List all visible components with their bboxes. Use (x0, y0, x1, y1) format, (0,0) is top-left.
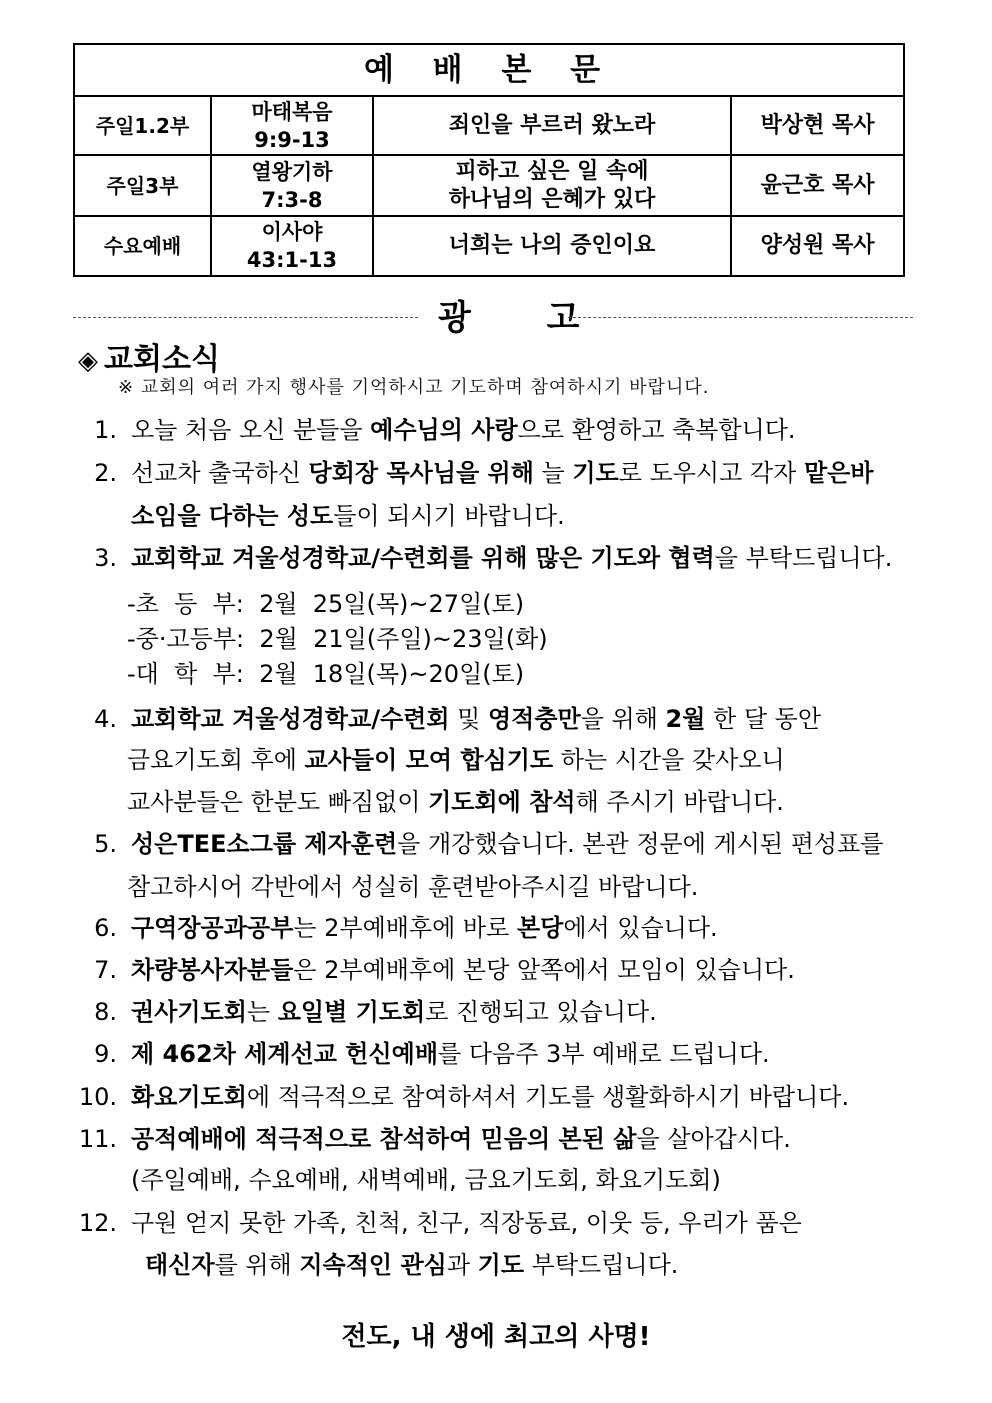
scripture-book: 마태복음 (251, 99, 333, 124)
scripture-verse: 7:3-8 (261, 187, 323, 212)
footer-slogan: 전도, 내 생에 최고의 사명! (341, 1322, 651, 1352)
sermon-title: 너희는 나의 증인이요 (373, 216, 731, 276)
church-news-title: ◈ 교회소식 (78, 342, 220, 377)
list-item-continuation: 태신자를 위해 지속적인 관심과 기도 부탁드립니다. (145, 1251, 679, 1279)
list-item: 3. 교회학교 겨울성경학교/수련회를 위해 많은 기도와 협력을 부탁드립니다. (94, 544, 893, 572)
sermon-table (73, 43, 905, 277)
table-row (74, 155, 904, 216)
list-item-continuation: 교사분들은 한분도 빠짐없이 기도회에 참석해 주시기 바랍니다. (127, 788, 784, 816)
ads-title: 광 고 (438, 298, 612, 338)
service-name: 주일1.2부 (74, 96, 211, 155)
schedule-line: -대 학 부: 2월 18일(목)~20일(토) (127, 660, 525, 688)
list-item: 10. 화요기도회에 적극적으로 참여하셔서 기도를 생활화하시기 바랍니다. (78, 1083, 850, 1111)
scripture-verse: 43:1-13 (246, 248, 338, 272)
table-row (74, 96, 904, 155)
list-item-continuation: 금요기도회 후에 교사들이 모여 합심기도 하는 시간을 갖사오니 (127, 746, 785, 774)
service-name: 주일3부 (74, 155, 211, 216)
sermon-table-title: 예 배 본 문 (74, 44, 904, 96)
scripture-ref (211, 96, 373, 155)
list-item: 11. 공적예배에 적극적으로 참석하여 믿음의 본된 삶을 살아갑시다. (78, 1125, 791, 1153)
sermon-title (373, 155, 731, 216)
sermon-title-line: 하나님의 은혜가 있다 (448, 186, 656, 212)
list-item: 6. 구역장공과공부는 2부예배후에 바로 본당에서 있습니다. (94, 914, 718, 942)
church-news-note: ※ 교회의 여러 가지 행사를 기억하시고 기도하며 참여하시기 바랍니다. (118, 377, 710, 398)
list-item: 4. 교회학교 겨울성경학교/수련회 및 영적충만을 위해 2월 한 달 동안 (94, 705, 822, 733)
pastor-name: 윤근호 목사 (731, 155, 904, 216)
schedule-line: -초 등 부: 2월 25일(목)~27일(토) (127, 590, 525, 618)
list-item: 9. 제 462차 세계선교 헌신예배를 다음주 3부 예배로 드립니다. (94, 1040, 770, 1068)
service-name: 수요예배 (74, 216, 211, 276)
scripture-verse: 9:9-13 (254, 127, 330, 152)
table-row (74, 216, 904, 276)
list-item: 5. 성은TEE소그룹 제자훈련을 개강했습니다. 본관 정문에 게시된 편성표를 (94, 830, 884, 858)
divider (73, 317, 418, 318)
divider (568, 317, 913, 318)
list-item: 8. 권사기도회는 요일별 기도회로 진행되고 있습니다. (94, 998, 657, 1026)
list-item-continuation: 참고하시어 각반에서 성실히 훈련받아주시길 바랍니다. (127, 873, 699, 901)
scripture-ref (211, 216, 373, 276)
list-item: 2. 선교차 출국하신 당회장 목사님을 위해 늘 기도로 도우시고 각자 맡은바 (94, 459, 874, 487)
ads-heading (73, 290, 913, 338)
sermon-title-line: 피하고 싶은 일 속에 (455, 158, 649, 184)
pastor-name: 박상현 목사 (731, 96, 904, 155)
list-item: 12. 구원 얻지 못한 가족, 친척, 친구, 직장동료, 이웃 등, 우리가 품은 (78, 1209, 802, 1237)
list-item-continuation: 소임을 다하는 성도들이 되시기 바랍니다. (131, 502, 565, 530)
diamond-icon: ◈ (78, 346, 98, 376)
scripture-book: 열왕기하 (251, 159, 333, 184)
list-item: 1. 오늘 처음 오신 분들을 예수님의 사랑으로 환영하고 축복합니다. (94, 416, 796, 444)
pastor-name: 양성원 목사 (731, 216, 904, 276)
scripture-book: 이사야 (261, 220, 323, 244)
schedule-line: -중·고등부: 2월 21일(주일)~23일(화) (127, 625, 548, 653)
scripture-ref (211, 155, 373, 216)
list-item: 7. 차량봉사자분들은 2부예배후에 본당 앞쪽에서 모임이 있습니다. (94, 956, 795, 984)
list-item-continuation: (주일예배, 수요예배, 새벽예배, 금요기도회, 화요기도회) (131, 1166, 721, 1194)
sermon-title: 죄인을 부르러 왔노라 (373, 96, 731, 155)
